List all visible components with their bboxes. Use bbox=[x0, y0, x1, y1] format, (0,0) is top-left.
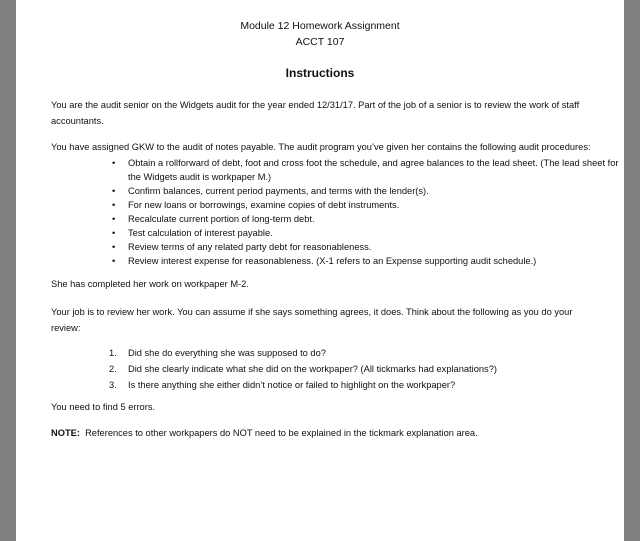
list-number: 3. bbox=[109, 380, 117, 390]
procedure-text: For new loans or borrowings, examine copies of debt instruments. bbox=[128, 200, 400, 210]
list-number: 1. bbox=[109, 348, 117, 358]
list-item bbox=[91, 361, 631, 377]
list-item bbox=[91, 212, 631, 226]
list-item bbox=[91, 240, 631, 254]
procedure-text: Obtain a rollforward of debt, foot and cross foot the schedule, and agree balances to the lead sheet. (The lead sheet for the Widgets audit is workpaper M.) bbox=[128, 158, 619, 182]
list-item bbox=[91, 226, 631, 240]
errors-paragraph: You need to find 5 errors. bbox=[51, 402, 156, 412]
procedure-text: Review interest expense for reasonableness. (X-1 refers to an Expense supporting audit schedule.) bbox=[128, 256, 537, 266]
question-text: Is there anything she either didn’t notice or failed to highlight on the workpaper? bbox=[128, 380, 456, 390]
bullet-icon: • bbox=[112, 214, 116, 224]
bullet-icon: • bbox=[112, 242, 116, 252]
procedures-list bbox=[51, 156, 631, 268]
procedure-text: Review terms of any related party debt for reasonableness. bbox=[128, 242, 372, 252]
document-page bbox=[16, 0, 624, 541]
bullet-icon: • bbox=[112, 158, 116, 168]
procedure-text: Recalculate current portion of long-term debt. bbox=[128, 214, 315, 224]
bullet-icon: • bbox=[112, 200, 116, 210]
procedure-text: Confirm balances, current period payments, and terms with the lender(s). bbox=[128, 186, 429, 196]
intro-paragraph: You are the audit senior on the Widgets audit for the year ended 12/31/17. Part of the job of a senior is to review the work of staff accountants. bbox=[51, 100, 580, 126]
list-number: 2. bbox=[109, 364, 117, 374]
question-text: Did she do everything she was supposed to do? bbox=[128, 348, 326, 358]
questions-list bbox=[51, 345, 631, 393]
document-title: Module 12 Homework Assignment bbox=[240, 20, 400, 32]
course-code: ACCT 107 bbox=[295, 36, 345, 48]
list-item bbox=[91, 377, 631, 393]
list-item bbox=[91, 156, 631, 184]
bullet-icon: • bbox=[112, 228, 116, 238]
list-item bbox=[91, 254, 631, 268]
note-paragraph bbox=[51, 425, 591, 441]
list-item bbox=[91, 198, 631, 212]
list-item bbox=[91, 184, 631, 198]
bullet-icon: • bbox=[112, 256, 116, 266]
question-text: Did she clearly indicate what she did on the workpaper? (All tickmarks had explanations?) bbox=[128, 364, 497, 374]
note-text: References to other workpapers do NOT need to be explained in the tickmark explanation area. bbox=[79, 428, 478, 438]
job-paragraph: Your job is to review her work. You can assume if she says something agrees, it does. Think about the following as you do your review: bbox=[51, 307, 573, 333]
completed-paragraph: She has completed her work on workpaper M-2. bbox=[51, 279, 249, 289]
assigned-paragraph: You have assigned GKW to the audit of notes payable. The audit program you’ve given her contains the following audit procedures: bbox=[51, 142, 591, 152]
instructions-heading: Instructions bbox=[285, 66, 355, 80]
bullet-icon: • bbox=[112, 186, 116, 196]
note-label: NOTE: bbox=[51, 428, 80, 438]
list-item bbox=[91, 345, 631, 361]
procedure-text: Test calculation of interest payable. bbox=[128, 228, 273, 238]
